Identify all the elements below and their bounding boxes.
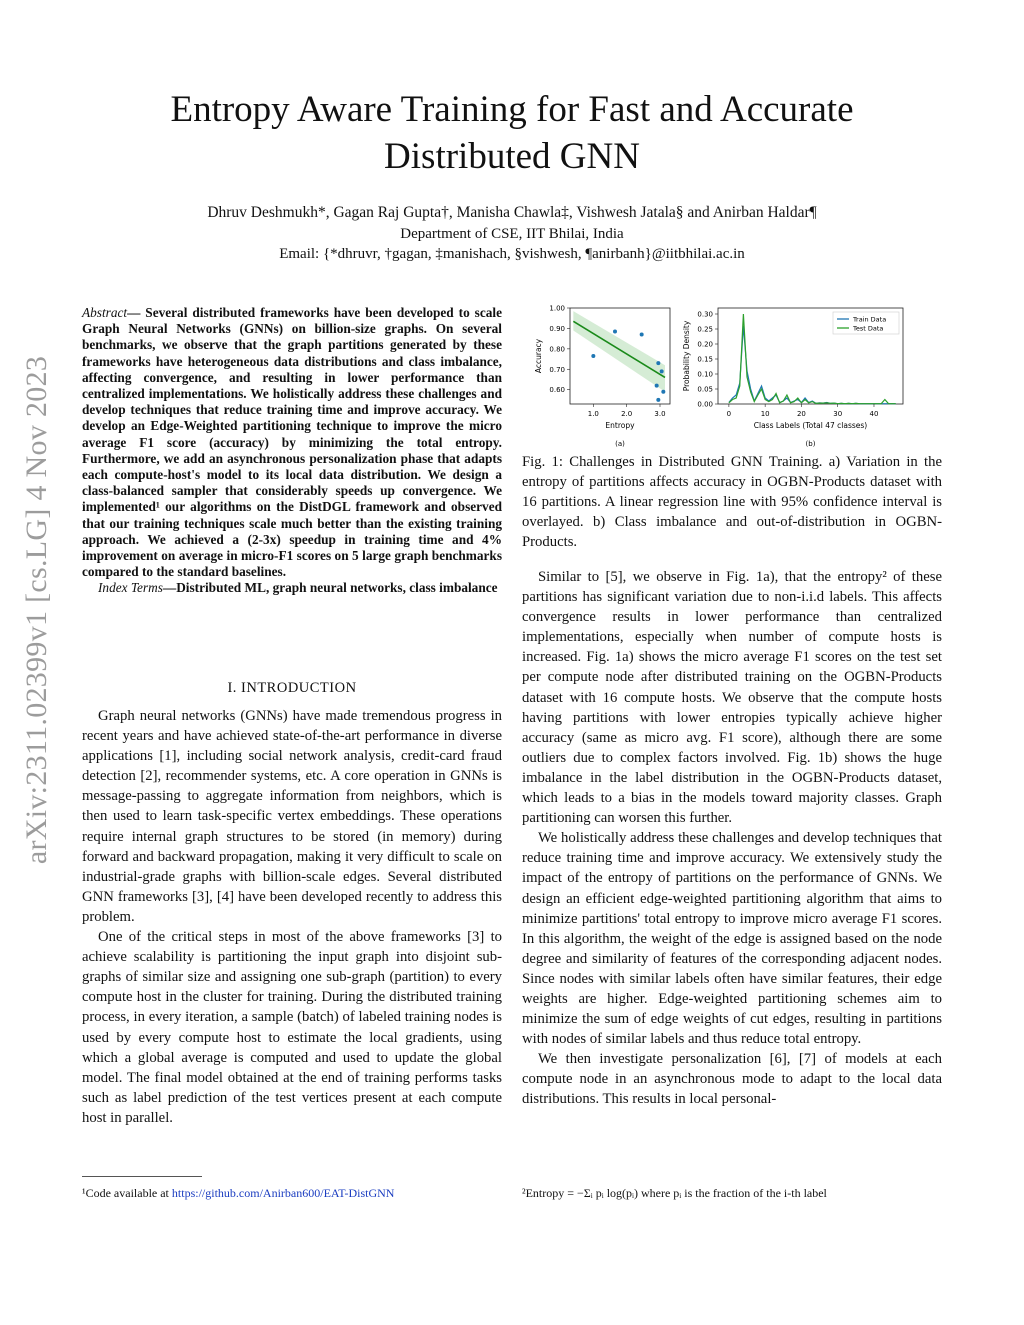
paragraph: Similar to [5], we observe in Fig. 1a), that the entropy² of these partitions has significant variation due to non-i.i.d labels. This affects convergence results in lower performance than centralized implementations, especially when number of compute hosts is increased. Fig. 1a) shows the micro average F1 scores on the test set per compute node after distributed training on the OGBN-Products dataset with 16 compute hosts. We observe that the compute hosts having partitions with lower entropies typically achieve higher accuracy (same as micro avg. F1 score), although there are some outliers due to complex factors involved. Fig. 1b) shows the huge imbalance in the label distribution in the OGBN-Products dataset, which leads to a bias in the models toward majority classes. Graph partitioning can worsen this further. (522, 569, 942, 827)
series-line (729, 326, 896, 404)
data-point (655, 384, 659, 388)
abstract-text: — Several distributed frameworks have been developed to scale Graph Neural Networks (GNNs) on billion-size graphs. On several benchmarks, we observe that the graph partitions generated by these frameworks have heterogeneous data distributions and class imbalance, affecting convergence, and resulting in lower performance than centralized implementations. We holistically address these challenges and develop techniques that reduce training time and improve accuracy. We develop an Edge-Weighted partitioning technique to improve the micro average F1 score (accuracy) by minimizing the total entropy. Furthermore, we add an asynchronous personalization phase that adapts each compute-host's model to its local data distribution. We design a class-balanced sampler that considerably speeds up convergence. We implemented¹ our algorithms on the DistDGL framework and observed that our training techniques scale much better than the existing training approach. We achieved a (2-3x) speedup in training time and 4% improvement on average in micro-F1 scores on 5 large graph benchmarks compared to the standard baselines. (82, 305, 502, 580)
chart-a (534, 305, 670, 449)
index-terms-label: Index Terms (98, 580, 163, 596)
footnote-rule (82, 1176, 202, 1177)
left-column-body (82, 706, 502, 1128)
regression-line (573, 321, 665, 377)
x-tick-label: 0 (726, 410, 732, 418)
data-point (613, 329, 617, 333)
data-point (660, 369, 664, 373)
y-tick-label: 0.25 (697, 325, 713, 334)
y-tick-label: 0.00 (697, 400, 713, 409)
abstract (82, 305, 502, 597)
legend-entry: Test Data (853, 324, 884, 333)
x-tick-label: 1.0 (587, 410, 599, 418)
index-terms-text: —Distributed ML, graph neural networks, class imbalance (162, 580, 498, 596)
y-tick-label: 0.05 (697, 385, 713, 394)
affiliation: Department of CSE, IIT Bhilai, India (400, 226, 624, 242)
y-tick-label: 1.00 (549, 304, 565, 313)
data-point (591, 354, 595, 358)
arxiv-id: arXiv:2311.02399v1 [cs.LG] 4 Nov 2023 (20, 355, 53, 865)
x-tick-label: 20 (796, 410, 806, 418)
x-tick-label: 3.0 (654, 410, 666, 418)
y-tick-label: 0.80 (549, 345, 565, 354)
x-tick-label: 2.0 (621, 410, 633, 418)
email-line: Email: {*dhruvr, †gagan, ‡manishach, §vishwesh, ¶anirbanh}@iitbhilai.ac.in (279, 246, 745, 262)
y-tick-label: 0.15 (697, 355, 713, 364)
figure-caption: Fig. 1: Challenges in Distributed GNN Training. a) Variation in the entropy of partitions affects accuracy in OGBN-Products dataset with 16 partitions. A linear regression line with 95% confidence interval is overlayed. b) Class imbalance and out-of-distribution in OGBN-Products. (522, 454, 942, 551)
x-tick-label: 10 (760, 410, 770, 418)
panel-label-b: (b) (805, 440, 816, 448)
x-axis-label: Class Labels (Total 47 classes) (753, 421, 868, 430)
right-column-body (522, 567, 942, 1110)
figure-1 (530, 300, 950, 452)
x-tick-label: 30 (833, 410, 843, 418)
data-point (656, 398, 660, 402)
authors: Dhruv Deshmukh*, Gagan Raj Gupta†, Manisha Chawla‡, Vishwesh Jatala§ and Anirban Haldar¶ (207, 204, 817, 221)
title-line-1: Entropy Aware Training for Fast and Accurate (170, 89, 854, 130)
paragraph: One of the critical steps in most of the above frameworks [3] to achieve scalability is partitioning the input graph into disjoint sub-graphs of similar size and assigning one sub-graph (partition) to every compute host in the cluster for training. During the distributed training process, in every iteration, a sample (batch) of labeled training nodes is used by every compute host to estimate the local gradients, using which a global average is computed and used to update the global model. The final model obtained at the end of training performs tasks such as label prediction of the test vertices present at each compute host in parallel. (82, 929, 502, 1126)
y-tick-label: 0.30 (697, 310, 713, 319)
footnote-1 (82, 1186, 394, 1201)
y-tick-label: 0.10 (697, 370, 713, 379)
paragraph: We holistically address these challenges and develop techniques that reduce training time and improve accuracy. We extensively study the impact of the entropy of partitions on the performance of GNNs. We design an efficient edge-weighted partitioning algorithm that aims to minimize partitions' total entropy to improve micro average F1 scores. In this algorithm, the weight of the edge is assigned based on the node degree and similarity of features of the corresponding adjacent nodes. Since nodes with similar labels often have similar features, their edge weights are higher. Edge-weighted partitioning schemes aim to minimize the sum of edge weights of cut edges, resulting in partitions with nodes of similar labels and thus reduce total entropy. (522, 830, 942, 1048)
footnote-1-text: ¹Code available at (82, 1186, 172, 1200)
code-link[interactable]: https://github.com/Anirban600/EAT-DistGNN (171, 1186, 395, 1200)
data-point (656, 361, 660, 365)
y-axis-label: Probability Density (682, 320, 691, 392)
section-heading: I. INTRODUCTION (227, 680, 357, 696)
paper-title (0, 86, 1024, 180)
y-axis-label: Accuracy (534, 338, 543, 374)
x-axis-label: Entropy (605, 421, 635, 430)
arxiv-sidebar-stamp (12, 320, 62, 900)
legend-entry: Train Data (853, 315, 887, 324)
legend (833, 312, 899, 334)
y-tick-label: 0.20 (697, 340, 713, 349)
title-line-2: Distributed GNN (384, 136, 640, 177)
paragraph: Graph neural networks (GNNs) have made tremendous progress in recent years and have achieved state-of-the-art performance in diverse applications [1], including social network analysis, credit-card fraud detection [2], recommender systems, etc. A core operation in GNNs is message-passing to aggregate information from neighbors, which is then used to learn task-specific vertex embeddings. These operations require internal graph structures to be stored (in memory) during forward and backward propagation, making it very difficult to scale on industrial-grade graphs with billion-scale edges. Several distributed GNN frameworks [3], [4] have been developed recently to address this problem. (82, 708, 502, 925)
confidence-band (573, 311, 665, 392)
x-tick-label: 40 (869, 410, 879, 418)
paragraph: We then investigate personalization [6], [7] of models at each compute node in an asynchronous mode to adapt to the local data distributions. This results in local personal- (522, 1051, 942, 1108)
chart-b (682, 308, 903, 448)
abstract-label: Abstract (82, 305, 128, 320)
y-tick-label: 0.70 (549, 365, 565, 374)
footnote-2: ²Entropy = −Σᵢ pᵢ log(pᵢ) where pᵢ is the fraction of the i-th label (522, 1186, 827, 1200)
y-tick-label: 0.60 (549, 386, 565, 395)
data-point (661, 390, 665, 394)
data-point (640, 333, 644, 337)
panel-label-a: (a) (615, 440, 625, 448)
y-tick-label: 0.90 (549, 324, 565, 333)
